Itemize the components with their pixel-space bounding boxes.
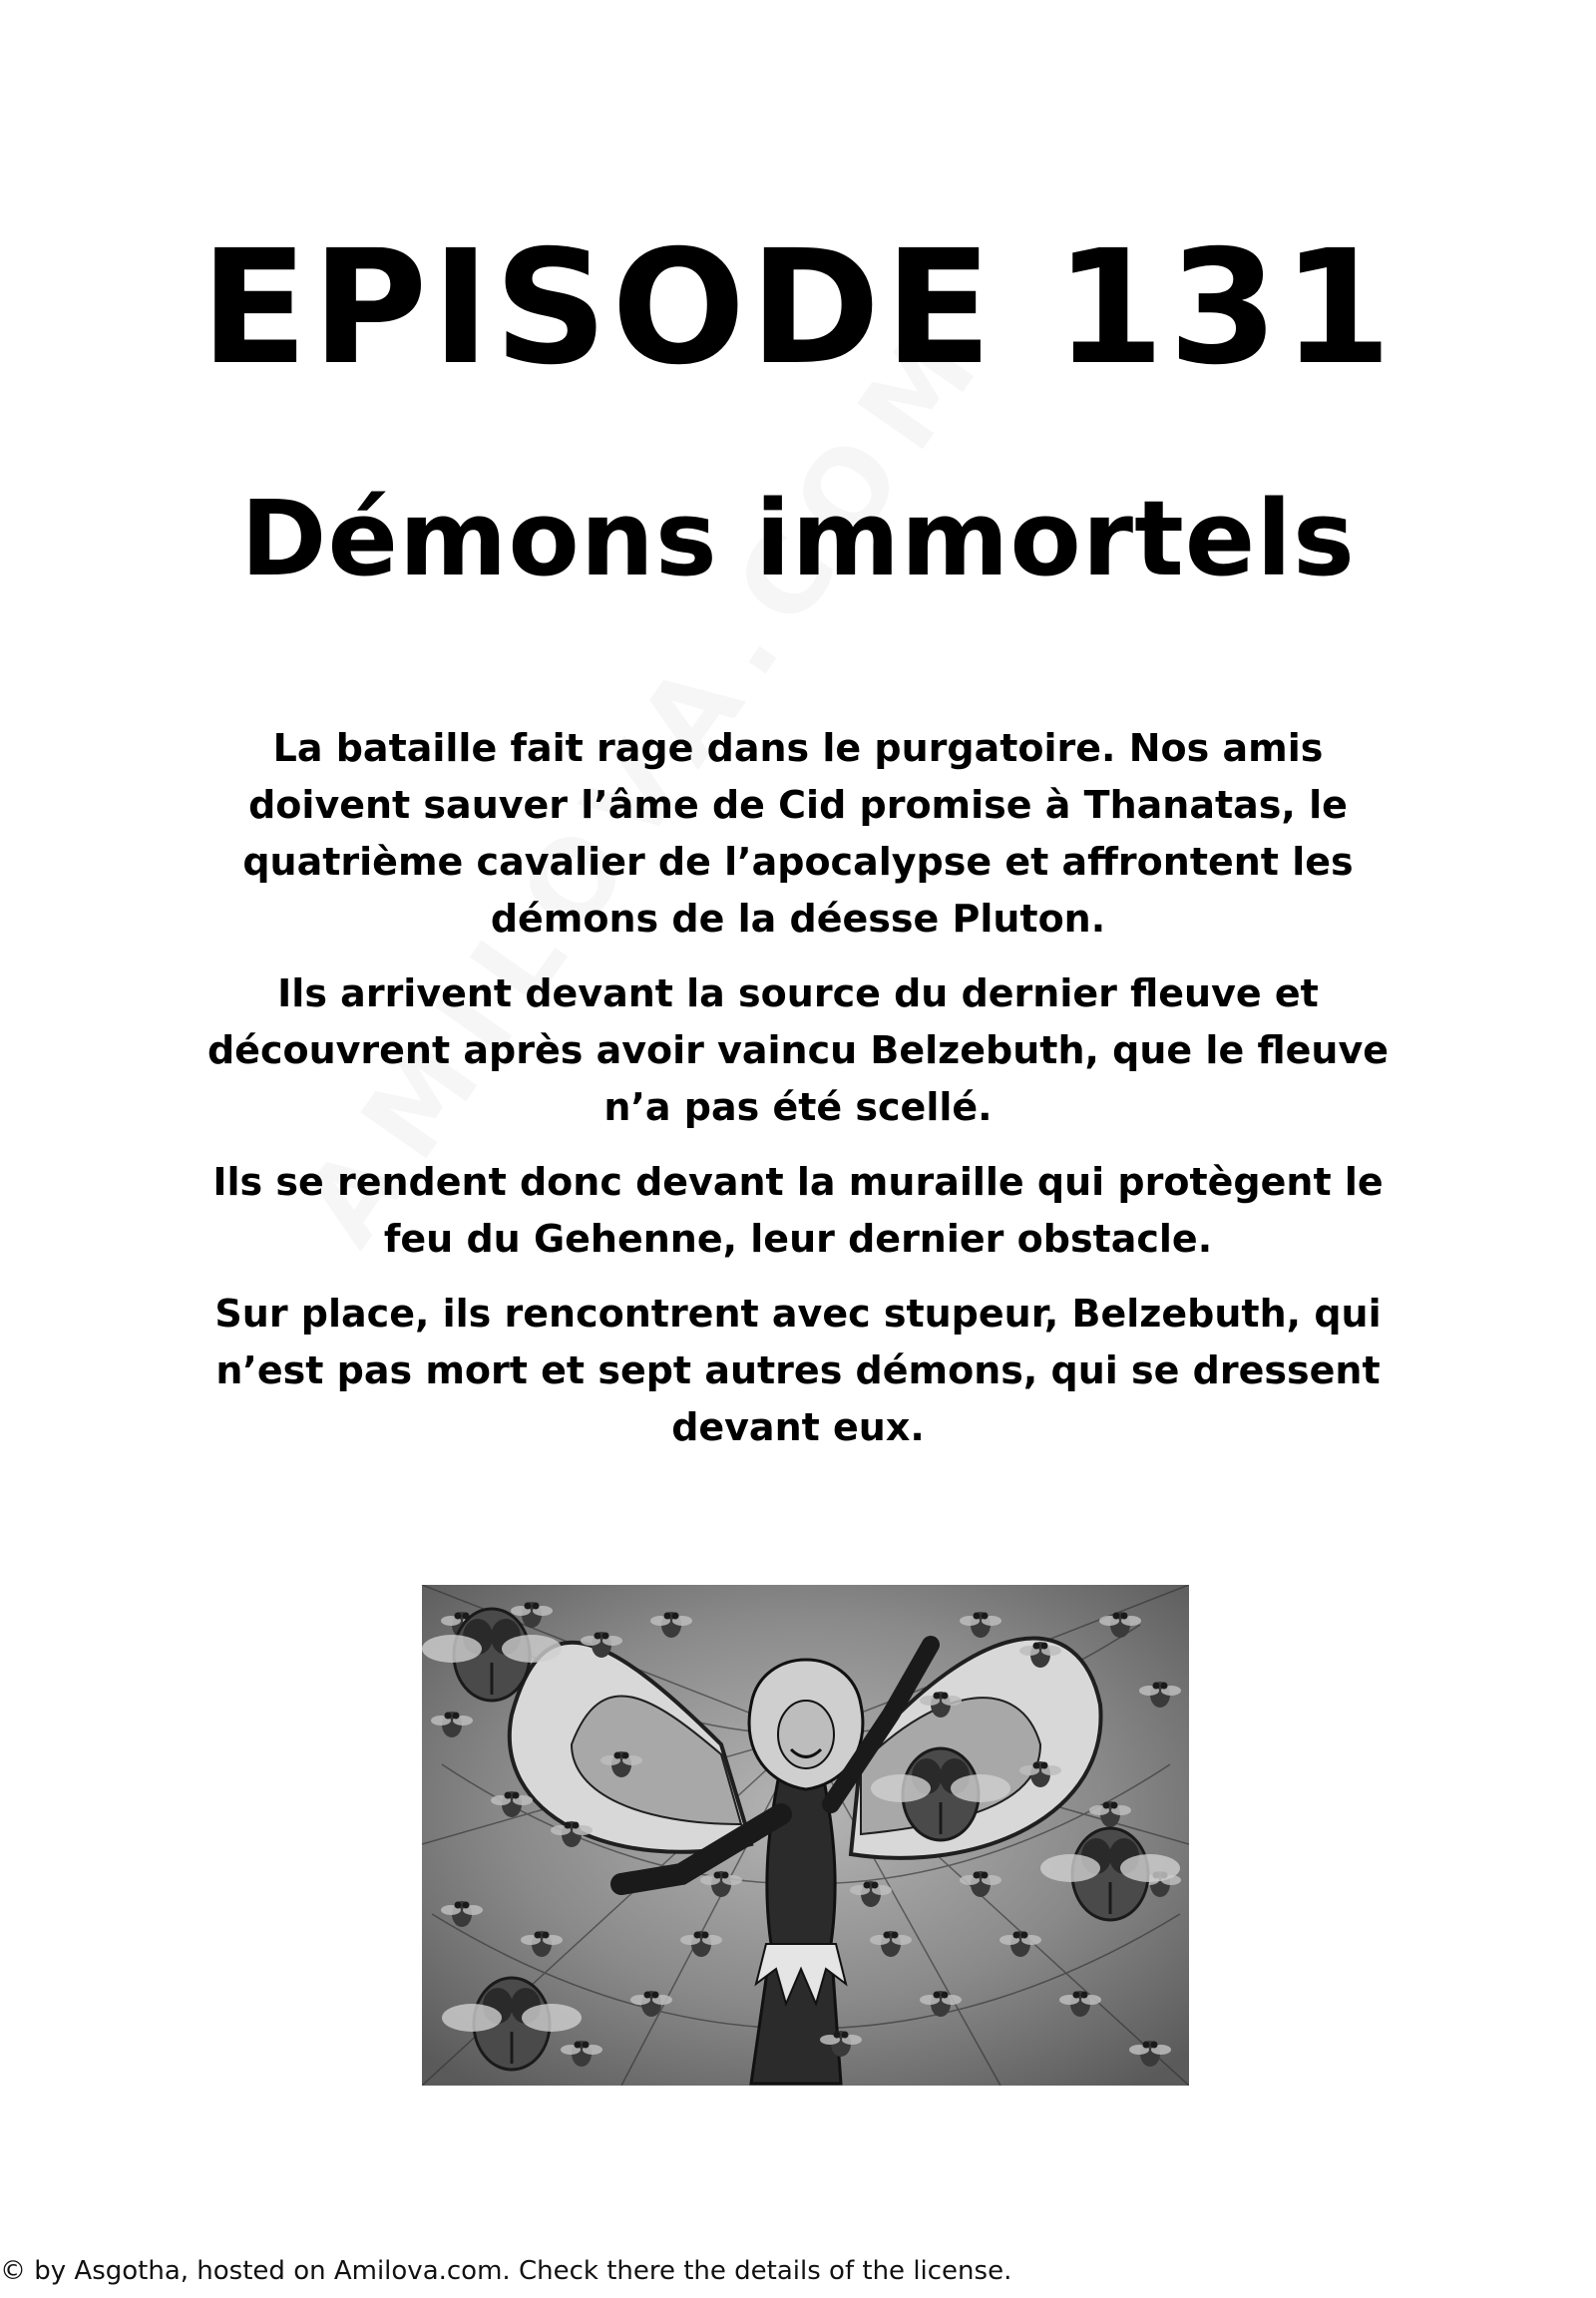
synopsis-paragraph: La bataille fait rage dans le purgatoire. Nos amis doivent sauver l’âme de Cid promise à Thanatas, le quatrième cavalier de l’apocalypse et affrontent les démons de la déesse Pluton.	[242, 726, 1354, 941]
synopsis-paragraph: Sur place, ils rencontrent avec stupeur, Belzebuth, qui n’est pas mort et sept autres démons, qui se dressent devant eux.	[214, 1292, 1382, 1449]
footer-credit: © by Asgotha, hosted on Amilova.com. Check there the details of the license.	[0, 2256, 1012, 2286]
episode-subtitle: Démons immortels	[240, 478, 1356, 599]
synopsis	[195, 720, 1401, 1474]
synopsis-paragraph: Ils arrivent devant la source du dernier fleuve et découvrent après avoir vaincu Belzebuth, que le fleuve n’a pas été scellé.	[206, 971, 1389, 1129]
synopsis-paragraph: Ils se rendent donc devant la muraille qui protègent le feu du Gehenne, leur dernier obstacle.	[212, 1160, 1384, 1261]
episode-illustration	[422, 1585, 1189, 2086]
demon-swarm-illustration	[422, 1585, 1189, 2086]
episode-title: EPISODE 131	[200, 216, 1396, 400]
